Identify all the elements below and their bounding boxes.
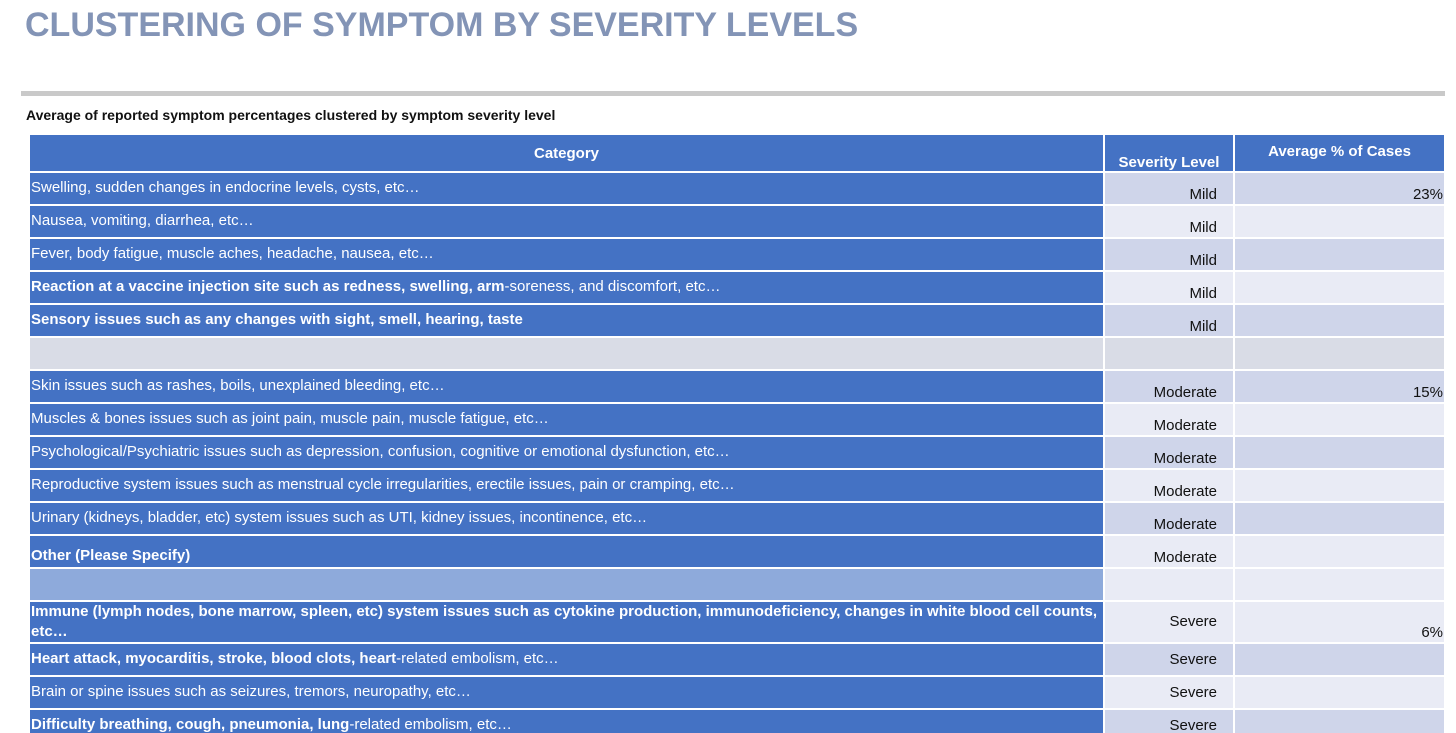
table-header-row	[30, 135, 1444, 172]
table-row	[30, 436, 1444, 469]
table-row	[30, 304, 1444, 337]
category-cell: Muscles & bones issues such as joint pain, muscle pain, muscle fatigue, etc…	[30, 403, 1104, 436]
severity-cell: Mild	[1104, 205, 1234, 238]
header-category: Category	[30, 135, 1104, 172]
table-row	[30, 172, 1444, 205]
average-cell	[1234, 709, 1444, 733]
category-rest-part: -related embolism, etc…	[349, 716, 512, 733]
category-cell: Other (Please Specify)	[30, 535, 1104, 568]
severity-cell: Moderate	[1104, 370, 1234, 403]
severity-cell: Moderate	[1104, 535, 1234, 568]
group-spacer-row	[30, 337, 1444, 370]
average-cell	[1234, 403, 1444, 436]
average-cell	[1234, 568, 1444, 601]
category-cell	[30, 643, 1104, 676]
category-cell: Nausea, vomiting, diarrhea, etc…	[30, 205, 1104, 238]
symptom-severity-table	[30, 135, 1444, 733]
category-cell: Brain or spine issues such as seizures, tremors, neuropathy, etc…	[30, 676, 1104, 709]
severity-cell: Mild	[1104, 271, 1234, 304]
average-cell	[1234, 676, 1444, 709]
page-title: CLUSTERING OF SYMPTOM BY SEVERITY LEVELS	[25, 6, 859, 44]
average-cell	[1234, 238, 1444, 271]
category-cell: Psychological/Psychiatric issues such as depression, confusion, cognitive or emotional dysfunction, etc…	[30, 436, 1104, 469]
table-row	[30, 502, 1444, 535]
average-cell	[1234, 271, 1444, 304]
severity-cell	[1104, 337, 1234, 370]
table-row	[30, 469, 1444, 502]
header-severity-level: Severity Level	[1104, 135, 1234, 172]
average-cell	[1234, 502, 1444, 535]
severity-cell: Severe	[1104, 709, 1234, 733]
table-row	[30, 601, 1444, 643]
category-bold-part: Difficulty breathing, cough, pneumonia, lung	[31, 716, 350, 733]
table-row	[30, 205, 1444, 238]
severity-cell: Severe	[1104, 643, 1234, 676]
average-cell	[1234, 205, 1444, 238]
category-rest-part: -related embolism, etc…	[396, 650, 559, 667]
table-row	[30, 643, 1444, 676]
table-row	[30, 535, 1444, 568]
category-bold-part: Reaction at a vaccine injection site such as redness, swelling, arm	[31, 278, 505, 295]
severity-cell	[1104, 568, 1234, 601]
severity-cell: Severe	[1104, 601, 1234, 643]
group-spacer-row	[30, 568, 1444, 601]
average-cell	[1234, 469, 1444, 502]
average-cell	[1234, 304, 1444, 337]
category-rest-part: -soreness, and discomfort, etc…	[504, 278, 721, 295]
severity-cell: Moderate	[1104, 502, 1234, 535]
category-bold-part: Heart attack, myocarditis, stroke, blood clots, heart	[31, 650, 397, 667]
table-subtitle: Average of reported symptom percentages clustered by symptom severity level	[26, 107, 556, 123]
category-cell	[30, 568, 1104, 601]
category-cell: Skin issues such as rashes, boils, unexplained bleeding, etc…	[30, 370, 1104, 403]
average-cell: 23%	[1234, 172, 1444, 205]
category-cell: Urinary (kidneys, bladder, etc) system issues such as UTI, kidney issues, incontinence, etc…	[30, 502, 1104, 535]
average-cell	[1234, 535, 1444, 568]
average-cell	[1234, 337, 1444, 370]
severity-cell: Severe	[1104, 676, 1234, 709]
average-cell: 15%	[1234, 370, 1444, 403]
category-cell	[30, 337, 1104, 370]
category-cell: Immune (lymph nodes, bone marrow, spleen, etc) system issues such as cytokine production, immunodeficiency, changes in white blood cell counts, etc…	[30, 601, 1104, 643]
title-divider	[21, 91, 1445, 96]
average-cell	[1234, 643, 1444, 676]
table-row	[30, 403, 1444, 436]
table-row	[30, 676, 1444, 709]
table-row	[30, 709, 1444, 733]
category-cell	[30, 271, 1104, 304]
category-cell: Reproductive system issues such as menstrual cycle irregularities, erectile issues, pain or cramping, etc…	[30, 469, 1104, 502]
severity-cell: Mild	[1104, 304, 1234, 337]
severity-cell: Moderate	[1104, 469, 1234, 502]
category-cell: Fever, body fatigue, muscle aches, headache, nausea, etc…	[30, 238, 1104, 271]
average-cell	[1234, 436, 1444, 469]
table-row	[30, 370, 1444, 403]
table-row	[30, 271, 1444, 304]
category-cell	[30, 709, 1104, 733]
severity-cell: Mild	[1104, 238, 1234, 271]
severity-cell: Moderate	[1104, 436, 1234, 469]
table-row	[30, 238, 1444, 271]
category-cell: Sensory issues such as any changes with sight, smell, hearing, taste	[30, 304, 1104, 337]
severity-cell: Moderate	[1104, 403, 1234, 436]
category-cell: Swelling, sudden changes in endocrine levels, cysts, etc…	[30, 172, 1104, 205]
average-cell: 6%	[1234, 601, 1444, 643]
header-average-cases: Average % of Cases	[1234, 135, 1444, 172]
severity-cell: Mild	[1104, 172, 1234, 205]
